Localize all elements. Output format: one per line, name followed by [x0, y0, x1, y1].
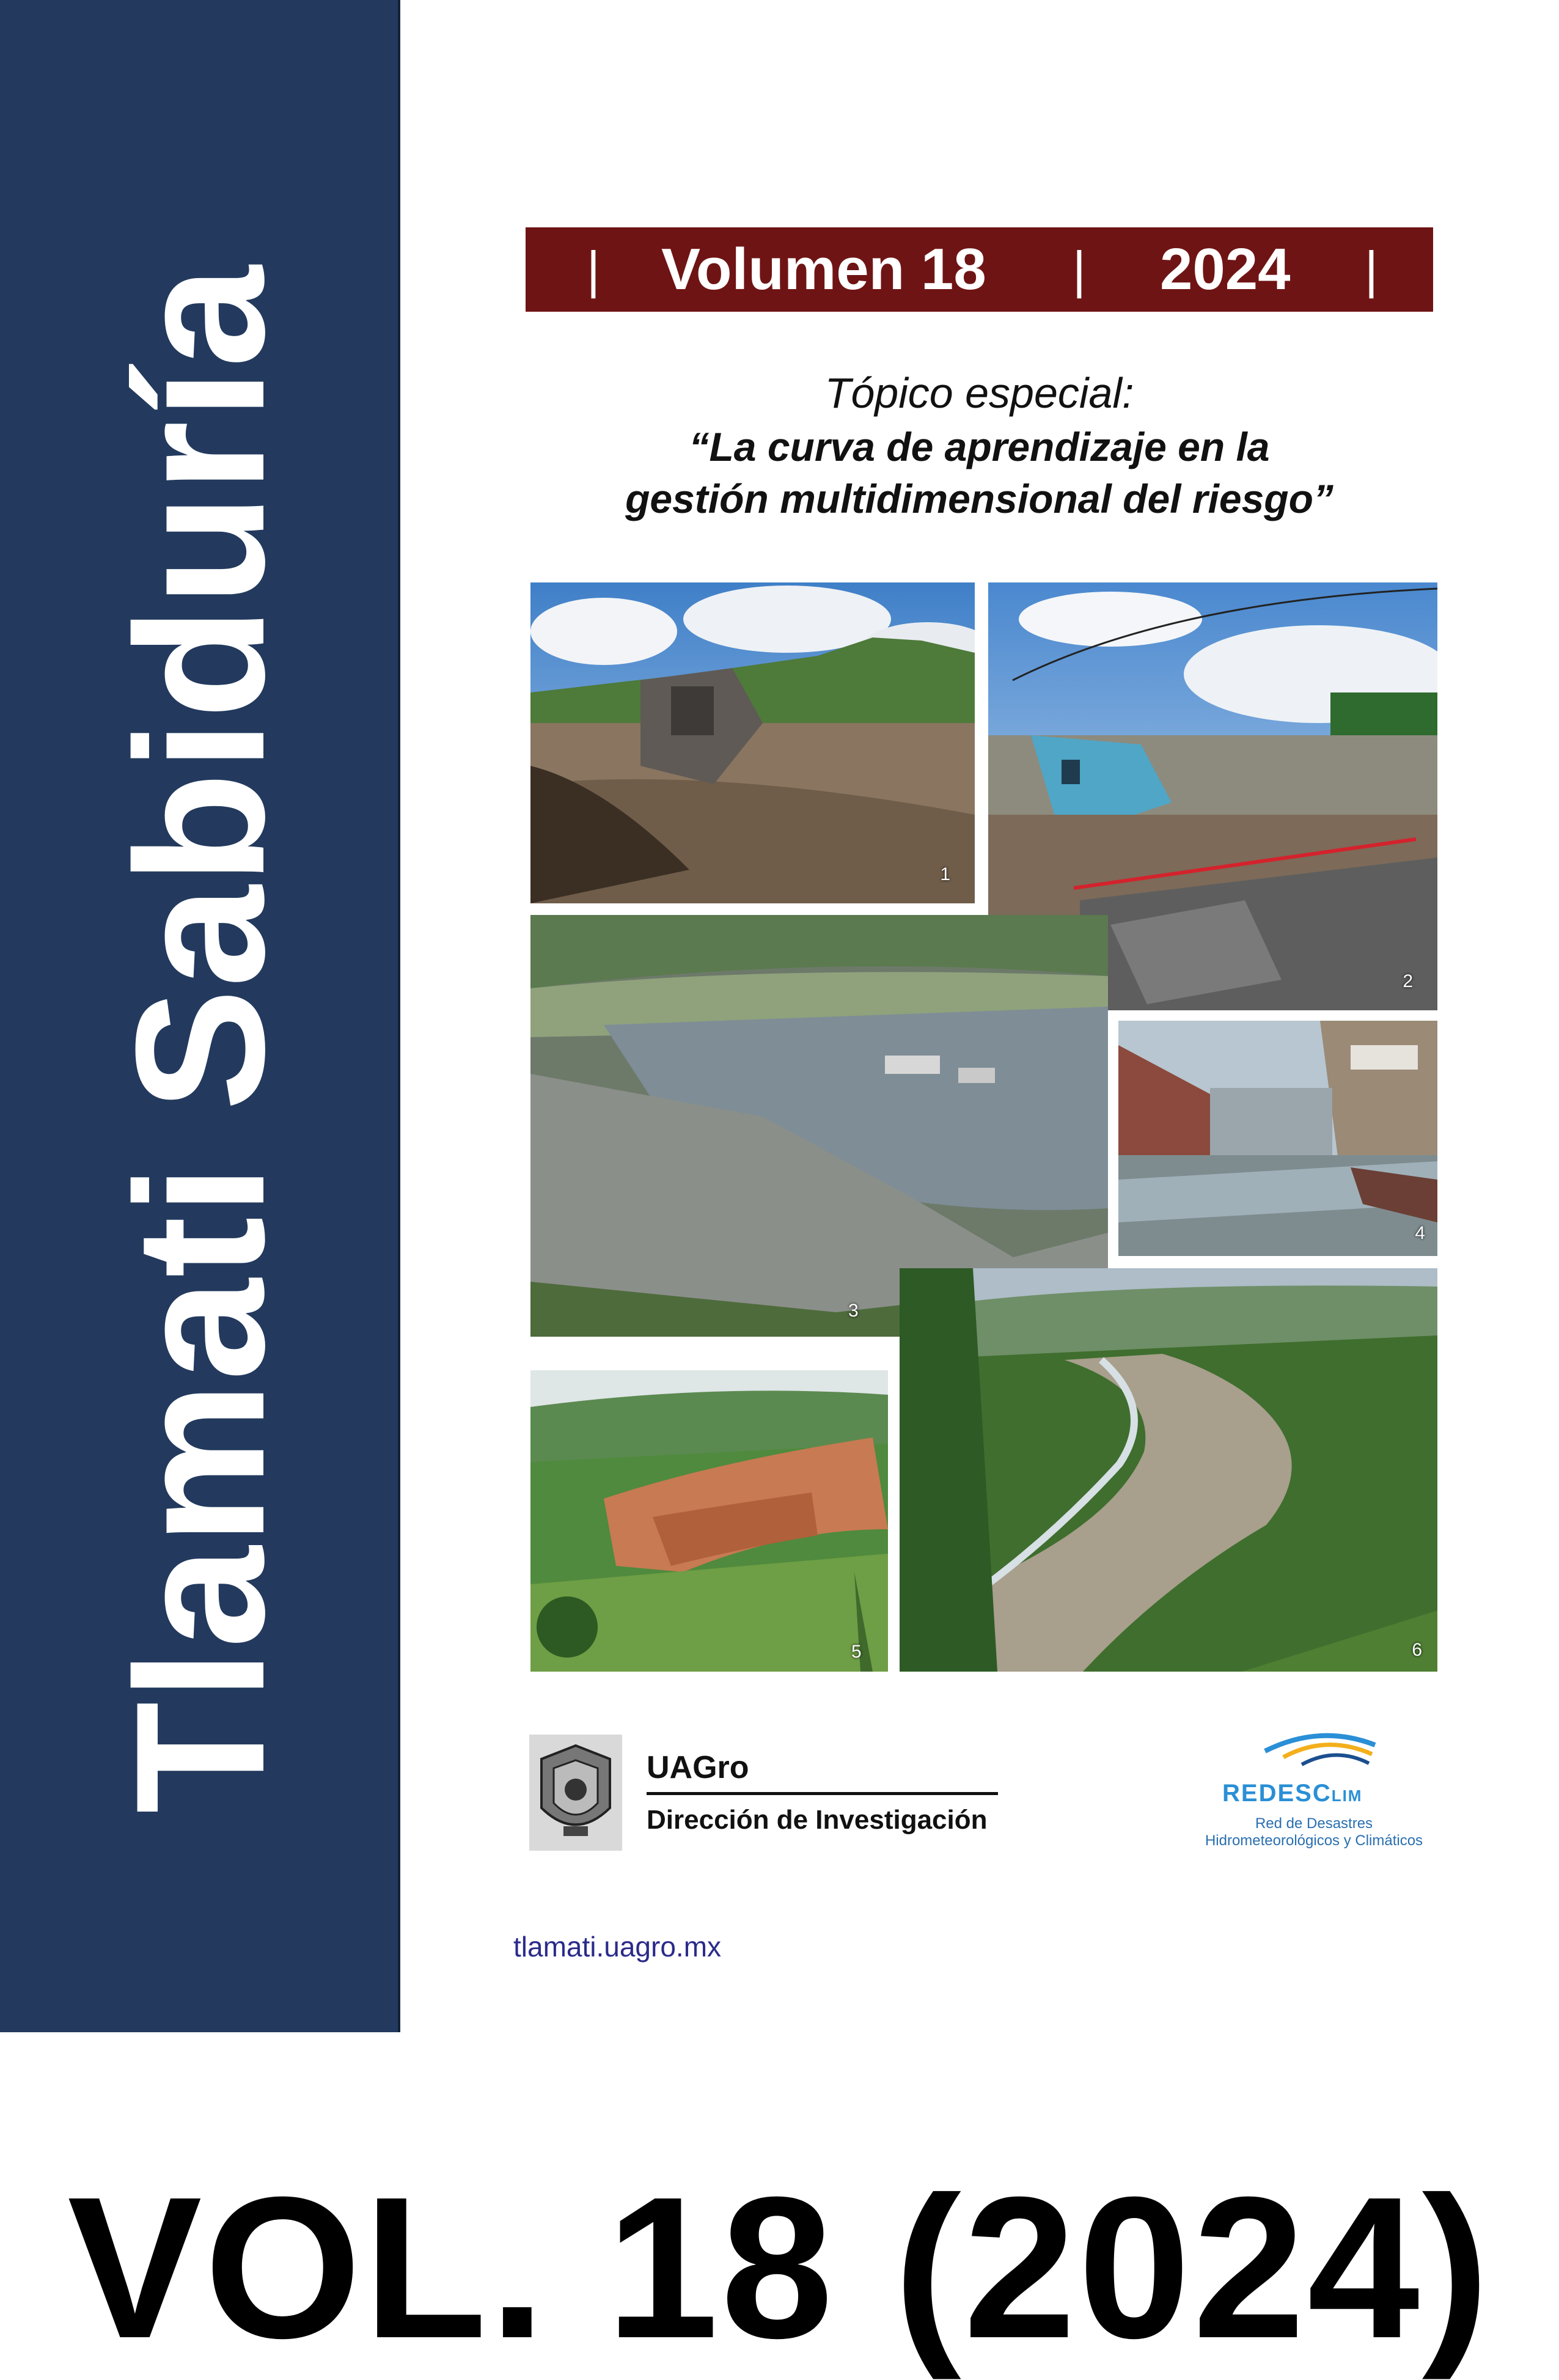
photo-flooded-street: [1118, 1021, 1437, 1256]
photo-collapsed-house: [530, 582, 975, 903]
year-label: 2024: [1160, 237, 1291, 302]
redesc-arcs-icon: [1259, 1727, 1381, 1776]
redesc-name-suffix: LIM: [1331, 1787, 1363, 1805]
topic-quote-line-2: gestión multidimensional del riesgo”: [625, 476, 1333, 521]
banner-separator: |: [1073, 241, 1086, 298]
redesc-subtitle-2: Hidrometeorológicos y Climáticos: [1205, 1832, 1423, 1849]
topic-label: Tópico especial:: [824, 369, 1134, 417]
redesc-name: [1222, 1780, 1362, 1807]
journal-title: Tlamati Sabiduría: [97, 264, 303, 1814]
volume-label: Volumen 18: [661, 237, 986, 302]
uagro-name: UAGro: [647, 1750, 749, 1785]
volume-title: VOL. 18 (2024): [67, 2154, 1492, 2380]
uagro-divider: [647, 1792, 998, 1795]
journal-url[interactable]: tlamati.uagro.mx: [513, 1931, 722, 1963]
photo-number: 2: [1403, 971, 1413, 991]
photo-number: 4: [1415, 1223, 1425, 1243]
uagro-department: Dirección de Investigación: [647, 1805, 988, 1835]
photo-number: 1: [940, 864, 950, 884]
topic-quote-line-1: “La curva de aprendizaje en la: [689, 424, 1270, 469]
volume-banner: [526, 227, 1433, 312]
photo-number: 3: [848, 1301, 859, 1321]
photo-landslide: [530, 1370, 888, 1672]
banner-separator: |: [1365, 241, 1378, 298]
redesc-subtitle-1: Red de Desastres: [1255, 1815, 1373, 1832]
cover-spine: [0, 0, 400, 2032]
banner-separator: |: [587, 241, 600, 298]
photo-number: 6: [1412, 1640, 1422, 1660]
photo-number: 5: [851, 1642, 862, 1662]
uagro-crest-logo: [529, 1735, 622, 1851]
photo-river-valley: [900, 1268, 1437, 1672]
redesc-name-main: REDESC: [1222, 1780, 1332, 1807]
